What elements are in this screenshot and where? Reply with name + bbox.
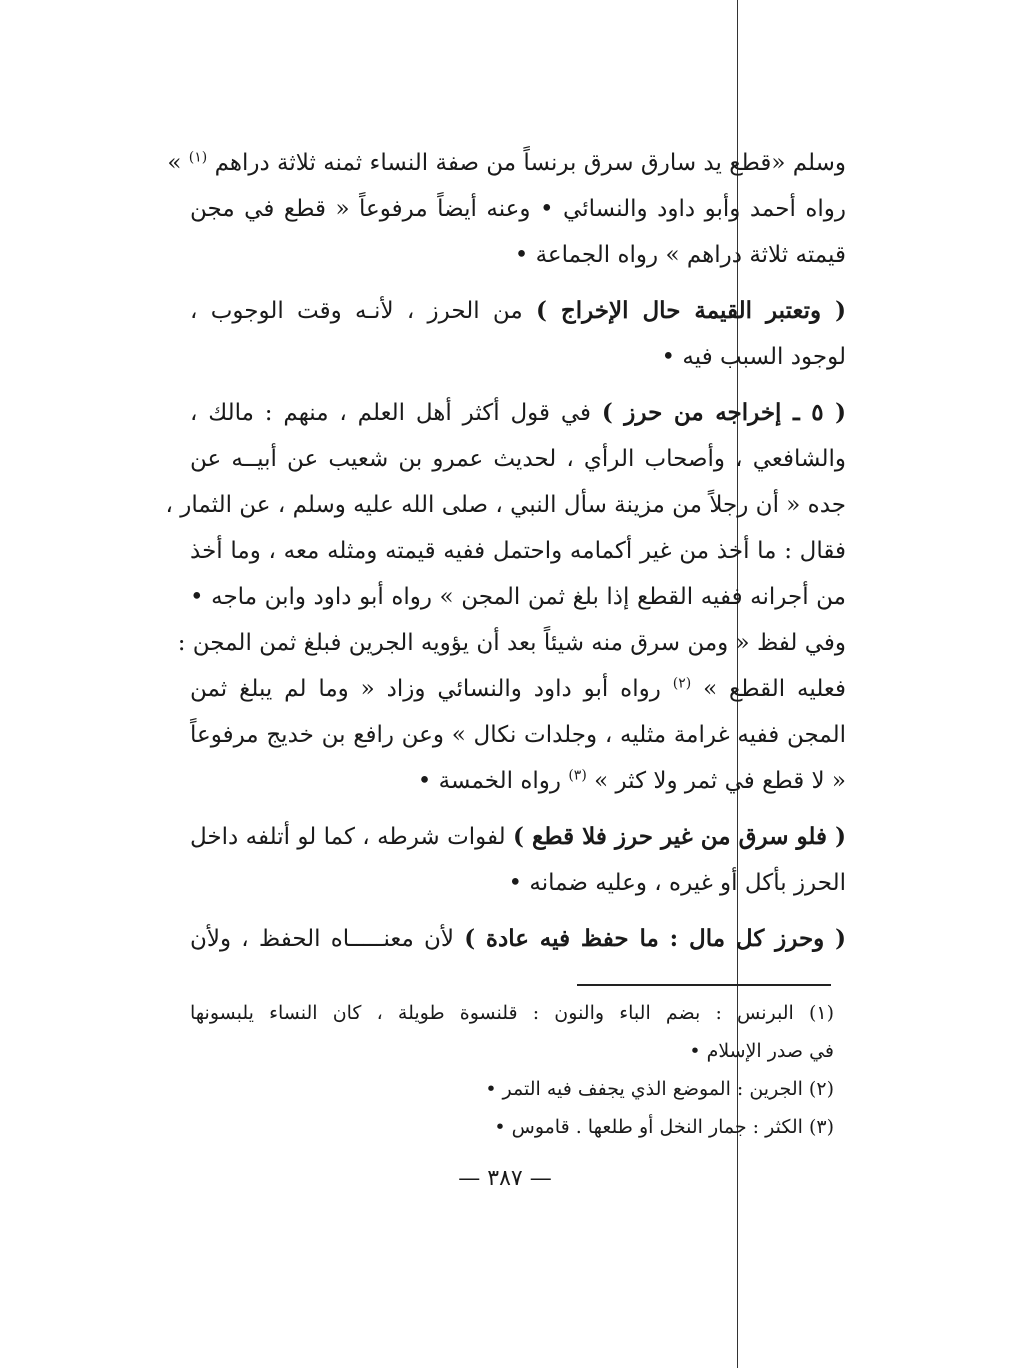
text-line: لوجود السبب فيه • <box>661 344 846 370</box>
footnote-1-continued: في صدر الإسلام • <box>689 1040 834 1062</box>
text-line: رواه أحمد وأبو داود والنسائي • وعنه أيضاً مرفوعاً « قطع في مجن <box>190 196 846 222</box>
text-line: ( فلو سرق من غير حرز فلا قطع ) لفوات شرطه ، كما لو أتلفه داخل <box>190 823 847 850</box>
text-line: من أجرانه ففيه القطع إذا بلغ ثمن المجن » رواه أبو داود وابن ماجه • <box>190 584 846 610</box>
bold-heading: ( وحرز كل مال : ما حفظ فيه عادة ) <box>464 925 847 952</box>
text-line: ( وتعتبر القيمة حال الإخراج ) من الحرز ، لأنـه وقت الوجوب ، <box>190 297 846 324</box>
paragraph-1 <box>167 140 846 278</box>
footnote-marker: (١) <box>188 149 208 166</box>
bold-heading: ( وتعتبر القيمة حال الإخراج ) <box>535 297 846 324</box>
text-line: « لا قطع في ثمر ولا كثر » $^{(٣)}$ رواه الخمسة • <box>417 767 846 794</box>
paragraph-2 <box>190 288 846 380</box>
footnote-marker: (٣) <box>568 767 587 784</box>
text-line: ( وحرز كل مال : ما حفظ فيه عادة ) لأن معنـــــاه الحفظ ، ولأن <box>190 925 847 952</box>
footnote-3: (٣) الكثر : جمار النخل أو طلعها . قاموس • <box>494 1116 834 1138</box>
text-line: الحرز بأكل أو غيره ، وعليه ضمانه • <box>508 870 846 896</box>
text-line: ( ٥ ـ إخراجه من حرز ) في قول أكثر أهل العلم ، منهم : مالك ، <box>190 399 847 426</box>
text-line: فعليه القطع » $^{(٢)}$ رواه أبو داود والنسائي وزاد « وما لم يبلغ ثمن <box>190 675 847 702</box>
footnote-separator <box>577 984 831 986</box>
text-line: وسلم «قطع يد سارق سرق برنساً من صفة النساء ثمنه ثلاثة دراهم $^{(١)}$ » <box>167 149 846 176</box>
paragraph-4 <box>190 814 846 906</box>
text-line: فقال : ما أخذ من غير أكمامه واحتمل ففيه قيمته ومثله معه ، وما أخذ <box>190 538 846 564</box>
bold-heading: ( فلو سرق من غير حرز فلا قطع ) <box>513 823 847 850</box>
paragraph-5 <box>190 916 846 962</box>
footnote-2: (٢) الجرين : الموضع الذي يجفف فيه التمر • <box>485 1078 834 1100</box>
text-line: قيمته ثلاثة دراهم » رواه الجماعة • <box>514 242 846 268</box>
footnote-marker: (٢) <box>672 675 692 692</box>
paragraph-3 <box>165 390 847 804</box>
footnote-1: (١) البرنس : بضم الباء والنون : قلنسوة طويلة ، كان النساء يلبسونها <box>190 1002 834 1024</box>
text-line: والشافعي ، وأصحاب الرأي ، لحديث عمرو بن شعيب عن أبيــه عن <box>190 446 846 472</box>
text-line: المجن ففيه غرامة مثليه ، وجلدات نكال » وعن رافع بن خديج مرفوعاً <box>190 722 846 748</box>
main-text <box>165 140 847 972</box>
footnotes <box>190 994 834 1146</box>
bold-heading: ( ٥ ـ إخراجه من حرز ) <box>601 399 847 426</box>
text-line: وفي لفظ « ومن سرق منه شيئاً بعد أن يؤويه الجرين فبلغ ثمن المجن : <box>177 630 846 656</box>
text-line: جده « أن رجلاً من مزينة سأل النبي ، صلى الله عليه وسلم ، عن الثمار ، <box>165 492 846 518</box>
page-number: — ٣٨٧ — <box>458 1166 552 1191</box>
